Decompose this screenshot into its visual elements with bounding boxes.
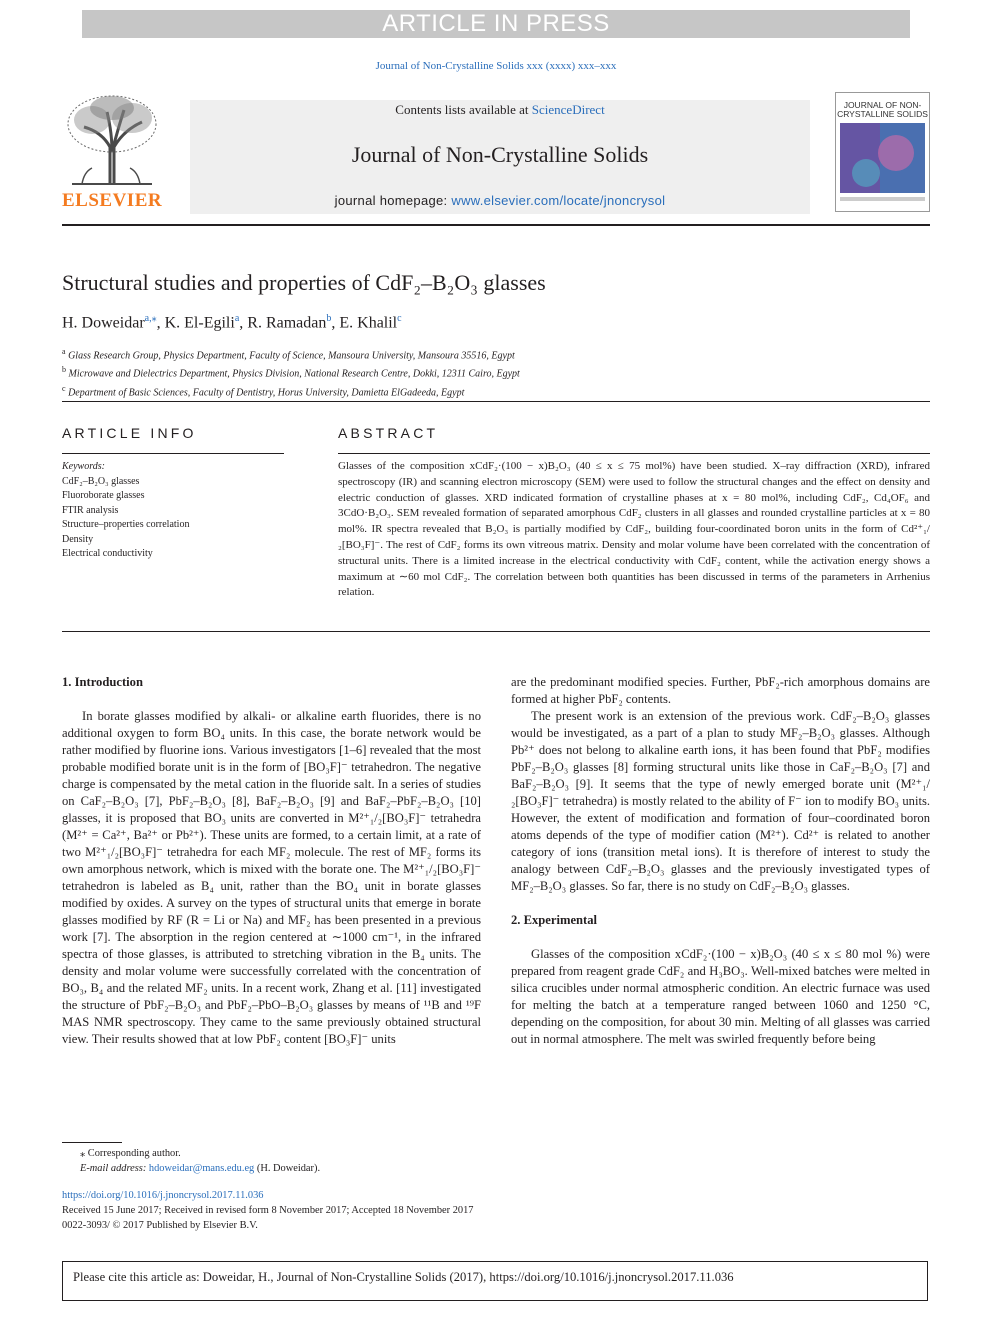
section-2-title: 2. Experimental — [511, 913, 598, 927]
email-line — [62, 1161, 473, 1176]
elsevier-wordmark: ELSEVIER — [62, 190, 163, 211]
header-rule — [62, 224, 930, 226]
affiliation-mark: b — [62, 365, 66, 375]
abstract-text: Glasses of the composition xCdF₂·(100 − x)B₂O₃ (40 ≤ x ≤ 75 mol%) have been studied. X–ray diffraction (XRD), infrared spectroscopy (IR) and scanning electron microscopy (SEM) were used to follow the structural changes and the effect on density and electric conduction of glasses. XRD indicated formation of crystalline phases at x = 80 mol%, including CdF₂, Cd₄OF₆ and 3CdO·B₂O₃. SEM revealed formation of separated amorphous CdF₂ clusters in all glasses and rounded crystalline particles at x = 80 mol%. IR spectra revealed that B₂O₃ is partially modified by CdF₂, building four-coordinated boron units in the form of Cd²⁺₁/₂[BO₃F]⁻. The rest of CdF₂ forms its own vitreous matrix. Density and molar volume have been correlated with the concentration of structural units. There is a limited increase in the electrical conductivity with CdF₂ content, while the activation energy shows a maximum at ∼60 mol CdF₂. The correlation between both quantities has been discussed in terms of the parameters in Arrhenius relation. — [338, 460, 930, 599]
author-list: H. Doweidar$^{a,⁎}$, K. El-Egili$^a$, R. Ramadan$^b$, E. Khalil$^c$ — [62, 313, 402, 332]
keywords-label: Keywords: — [62, 461, 105, 472]
cite-this-article-box: Please cite this article as: Doweidar, H., Journal of Non-Crystalline Solids (2017), https://doi.org/10.1016/j.jnoncrysol.2017.11.036 — [62, 1261, 928, 1301]
affiliation-rule — [62, 401, 930, 402]
journal-header — [190, 100, 810, 214]
email-link[interactable]: hdoweidar@mans.edu.eg — [148, 1163, 255, 1174]
affiliation — [62, 382, 520, 400]
journal-cover-thumbnail[interactable] — [835, 92, 930, 212]
keyword: Structure–properties correlation — [62, 519, 190, 530]
homepage-prefix: journal homepage: — [334, 193, 452, 208]
section-1-title: 1. Introduction — [62, 675, 143, 689]
left-column — [62, 674, 481, 1048]
intro-paragraph-1-continued: are the predominant modified species. Further, PbF₂-rich amorphous domains are formed at higher PbF₂ contents. — [511, 675, 930, 706]
affiliation-text: Glass Research Group, Physics Department, Faculty of Science, Mansoura University, Mansoura 35516, Egypt — [68, 350, 515, 362]
received-dates: Received 15 June 2017; Received in revised form 8 November 2017; Accepted 18 November 2017 — [62, 1205, 474, 1216]
experimental-paragraph-1: Glasses of the composition xCdF₂·(100 − x)B₂O₃ (40 ≤ x ≤ 80 mol %) were prepared from reagent grade CdF₂ and H₃BO₃. Well-mixed batches were melted in silica crucibles under normal atmospheric condition. An electric furnace was used for melting the batch at a temperature ranged between 1060 and 1250 °C, depending on the composition, for about 30 min. Melting of all glasses was carried out in normal atmosphere. The melt was swirled frequently before being — [511, 947, 930, 1046]
article-in-press-banner: ARTICLE IN PRESS — [82, 10, 910, 38]
journal-title: Journal of Non-Crystalline Solids — [351, 142, 649, 167]
footnote-rule — [62, 1142, 122, 1143]
journal-reference[interactable]: Journal of Non-Crystalline Solids xxx (xxxx) xxx–xxx — [375, 60, 617, 72]
sciencedirect-link[interactable]: ScienceDirect — [531, 102, 605, 117]
author-name[interactable]: H. Doweidar — [62, 314, 145, 332]
contents-line — [190, 102, 810, 118]
journal-homepage — [190, 193, 810, 208]
email-suffix: (H. Doweidar). — [254, 1163, 321, 1174]
article-title: Structural studies and properties of CdF₂–B₂O₃ glasses — [62, 270, 546, 295]
author-mark[interactable]: a,⁎ — [144, 313, 157, 324]
intro-paragraph-1: In borate glasses modified by alkali- or alkaline earth fluorides, there is no additional oxygen to form BO₄ units. In this case, the borate network would be rather modified by fluorine ions. Various investigators [1–6] revealed that the most probable modified borate unit is in the form of [BO₃F]⁻ tetrahedron. The negative charge is compensated by the metal cation in the fluoride salt. In a series of studies on CaF₂–B₂O₃ [7], PbF₂–B₂O₃ [8], BaF₂–B₂O₃ [9] and BaF₂–PbF₂–B₂O₃ [10] glasses, it is proposed that BO₃ units are converted in M²⁺₁/₂[BO₃F]⁻ tetrahedra (M²⁺ = Ca²⁺, Ba²⁺ or Pb²⁺). These units are formed, to a certain limit, at a rate of two M²⁺₁/₂[BO₃F]⁻ tetrahedra for each MF₂ molecule. The rest of MF₂ forms its own amorphous network, which is mixed with the borate one. The M²⁺₁/₂[BO₃F]⁻ tetrahedron is labeled as B₄ unit, rather than the BO₄ unit in borate glasses modified by oxides. A survey on the types of structural units that emerge in borate glasses modified by RF (R = Li or Na) and MF₂ has been presented in a previous work [7]. The absorption in the region centered at ∼1000 cm⁻¹, in the infrared spectra of those glasses, is attributed to stretching vibration in the B₄ units. The density and molar volume were successfully correlated with the concentration of BO₃, B₄ and the related MF₂ units. In a recent work, Zhang et al. [11] investigated the structure of PbF₂–B₂O₃ and PbF₂–PbO–B₂O₃ glasses by means of ¹¹B and ¹⁹F MAS NMR spectroscopy. They came to the same previously obtained structural view. Their results showed that at low PbF₂ content [BO₃F]⁻ units — [62, 709, 481, 1046]
abstract-rule — [338, 453, 930, 454]
affiliation-text: Department of Basic Sciences, Faculty of Dentistry, Horus University, Damietta ElGadeeda, Egypt — [68, 386, 465, 398]
affiliation — [62, 345, 520, 363]
keyword: Electrical conductivity — [62, 548, 153, 559]
affiliation-mark: c — [62, 383, 66, 393]
right-column — [511, 674, 930, 1048]
author-name[interactable]: E. Khalil — [339, 314, 398, 332]
cover-title: JOURNAL OF NON-CRYSTALLINE SOLIDS — [837, 100, 928, 119]
abstract-bottom-rule — [62, 631, 930, 632]
corresponding-author-note: ⁎ Corresponding author. — [80, 1148, 181, 1159]
affiliation-text: Microwave and Dielectrics Department, Physics Division, National Research Centre, Dokki, 12311 Cairo, Egypt — [68, 368, 520, 380]
email-label: E-mail address: — [80, 1163, 149, 1174]
contents-prefix: Contents lists available at — [395, 102, 532, 117]
copyright-line: 0022-3093/ © 2017 Published by Elsevier B.V. — [62, 1220, 258, 1231]
doi-link[interactable]: https://doi.org/10.1016/j.jnoncrysol.2017.11.036 — [62, 1190, 264, 1201]
abstract-heading: ABSTRACT — [338, 425, 439, 441]
affiliation — [62, 363, 520, 381]
author-name[interactable]: K. El-Egili — [164, 314, 235, 332]
article-info-rule — [62, 453, 284, 454]
author-mark[interactable]: a — [234, 313, 240, 324]
author-name[interactable]: R. Ramadan — [247, 314, 327, 332]
keywords-block — [62, 460, 189, 562]
footnote-block — [62, 1146, 473, 1233]
article-info-heading: ARTICLE INFO — [62, 425, 197, 441]
author-mark[interactable]: c — [397, 313, 402, 324]
affiliations — [62, 345, 520, 400]
intro-paragraph-2: The present work is an extension of the previous work. CdF₂–B₂O₃ glasses would be investigated, as a part of a plan to study MF₂–B₂O₃ glasses. Although Pb²⁺ does not belong to alkaline earth ions, it has been found that PbF₂ modifies PbF₂–B₂O₃ glasses [8] forming structural units like those in CaF₂–B₂O₃ [7] and BaF₂–B₂O₃ [9]. It seems that the type of newly emerged borate unit (M²⁺₁/₂[BO₃F]⁻ tetrahedra) is mostly related to the ability of F⁻ ion to modify BO₃ units. However, the extent of modification and formation of four–coordinated boron atoms depends of the type of modifier cation (M²⁺). Cd²⁺ is related to another category of ions (transition metal ions). It is therefore of interest to study the analogy between CdF₂–B₂O₃ glasses and the previously investigated types of MF₂–B₂O₃ glasses. So far, there is no study on CdF₂–B₂O₃ glasses. — [511, 709, 930, 893]
cover-image — [836, 93, 929, 211]
keyword: Fluoroborate glasses — [62, 490, 145, 501]
keyword: CdF₂–B₂O₃ glasses — [62, 475, 140, 487]
author-mark[interactable]: b — [326, 313, 332, 324]
homepage-link[interactable]: www.elsevier.com/locate/jnoncrysol — [451, 193, 666, 208]
keyword: FTIR analysis — [62, 504, 119, 516]
keyword: Density — [62, 533, 94, 545]
affiliation-mark: a — [62, 347, 66, 356]
